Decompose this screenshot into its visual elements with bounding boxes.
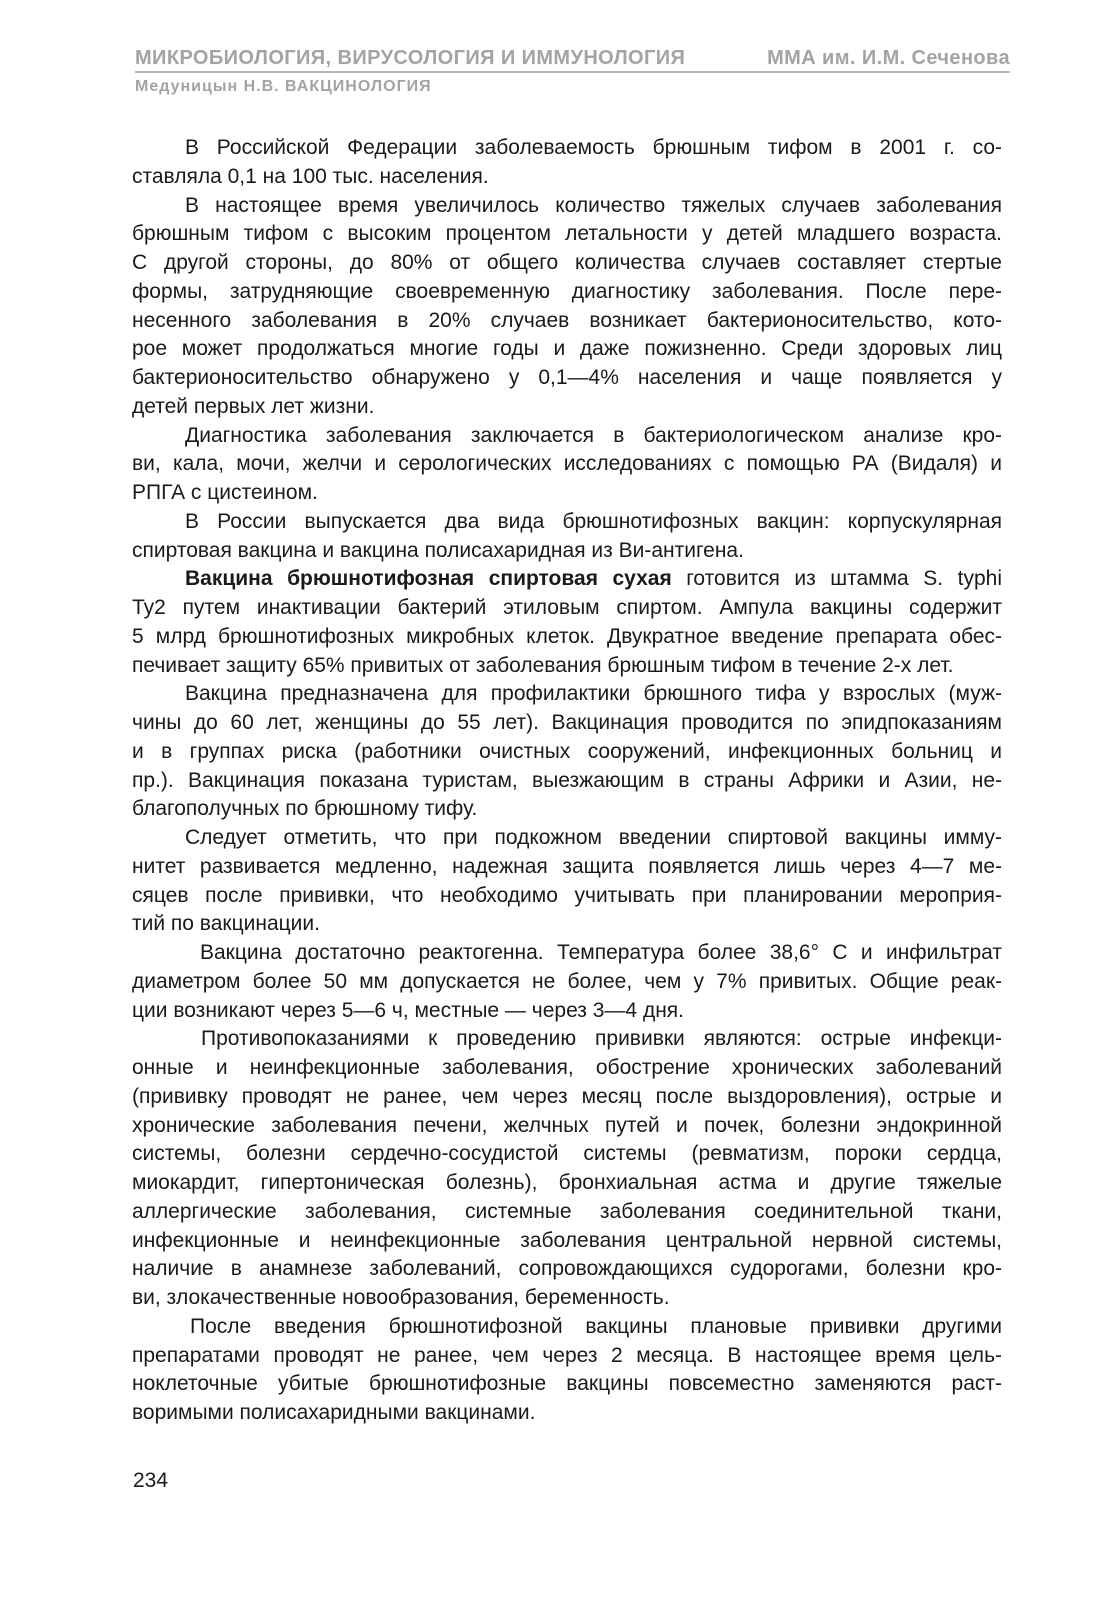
text-line: В Российской Федерации заболеваемость брюшным тифом в 2001 г. со-	[185, 136, 1002, 159]
text-line: благополучных по брюшному тифу.	[132, 797, 478, 821]
text-line: детей первых лет жизни.	[132, 394, 375, 418]
text-line: чины до 60 лет, женщины до 55 лет). Вакцинация проводится по эпидпоказаниям	[132, 711, 1002, 734]
text-line: ции возникают через 5—6 ч, местные — через 3—4 дня.	[132, 998, 684, 1022]
text-line: несенного заболевания в 20% случаев возникает бактерионосительство, кото-	[132, 308, 1002, 332]
text-line: аллергические заболевания, системные заболевания соединительной ткани,	[132, 1199, 1002, 1223]
text-line: Следует отметить, что при подкожном введении спиртовой вакцины имму-	[185, 826, 1002, 849]
text-line: препаратами проводят не ранее, чем через 2 месяца. В настоящее время цель-	[132, 1343, 1002, 1367]
page-number: 234	[133, 1469, 169, 1492]
text-line: ви, кала, мочи, желчи и серологических исследованиях с помощью РА (Видаля) и	[132, 452, 1002, 476]
text-line: тий по вакцинации.	[132, 912, 320, 936]
text-line: системы, болезни сердечно-сосудистой системы (ревматизм, пороки сердца,	[132, 1142, 1002, 1166]
text-line: Вакцина достаточно реактогенна. Температура более 38,6° С и инфильтрат	[200, 941, 1002, 964]
paragraph	[132, 939, 1002, 1025]
text-line: сяцев после прививки, что необходимо учитывать при планировании мероприя-	[132, 883, 1002, 907]
paragraph	[132, 680, 1002, 824]
text-line: 5 млрд брюшнотифозных микробных клеток. Двукратное введение препарата обес-	[132, 624, 1002, 648]
text-run: готовится из штамма S. typhi	[686, 567, 1002, 591]
paragraph	[132, 1313, 1002, 1428]
text-line: наличие в анамнезе заболеваний, сопровождающихся судорогами, болезни кро-	[132, 1257, 1002, 1281]
text-line: Ty2 путем инактивации бактерий этиловым спиртом. Ампула вакцины содержит	[132, 596, 1002, 619]
bold-lead-term: Вакцина брюшнотифозная спиртовая сухая	[185, 567, 672, 591]
text-line: После введения брюшнотифозной вакцины плановые прививки другими	[190, 1314, 1002, 1338]
paragraph	[132, 422, 1002, 508]
text-line: бактерионосительство обнаружено у 0,1—4% населения и чаще появляется у	[132, 366, 1002, 389]
course-title: МИКРОБИОЛОГИЯ, ВИРУСОЛОГИЯ И ИММУНОЛОГИЯ	[135, 47, 686, 69]
running-head	[135, 46, 1010, 96]
text-line: нитет развивается медленно, надежная защита появляется лишь через 4—7 ме-	[132, 854, 1002, 878]
paragraph	[132, 508, 1002, 566]
paragraph	[132, 134, 1002, 192]
text-line: рое может продолжаться многие годы и даже пожизненно. Среди здоровых лиц	[132, 337, 1002, 361]
text-line: В России выпускается два вида брюшнотифозных вакцин: корпускулярная	[185, 509, 1002, 533]
text-line: ноклеточные убитые брюшнотифозные вакцины повсеместно заменяются раст-	[132, 1372, 1002, 1396]
running-head-main	[135, 46, 1010, 73]
text-line: Вакцина предназначена для профилактики брюшного тифа у взрослых (муж-	[185, 682, 1002, 706]
paragraph	[132, 824, 1002, 939]
text-line: печивает защиту 65% привитых от заболевания брюшным тифом в течение 2-х лет.	[132, 653, 954, 677]
paragraph	[132, 565, 1002, 680]
paragraph	[132, 192, 1002, 422]
text-line: и в группах риска (работники очистных сооружений, инфекционных больниц и	[132, 739, 1002, 763]
body-text	[132, 134, 1002, 1428]
text-line: ви, злокачественные новообразования, беременность.	[132, 1286, 670, 1309]
text-line: диаметром более 50 мм допускается не более, чем у 7% привитых. Общие реак-	[132, 969, 1002, 993]
paragraph	[132, 1025, 1002, 1313]
text-line: миокардит, гипертоническая болезнь), бронхиальная астма и другие тяжелые	[132, 1171, 1002, 1194]
text-line: формы, затрудняющие своевременную диагностику заболевания. После пере-	[132, 279, 1002, 303]
text-line: ставляла 0,1 на 100 тыс. населения.	[132, 164, 489, 188]
institution-name: ММА им. И.М. Сеченова	[767, 47, 1010, 69]
text-line: (прививку проводят не ранее, чем через месяц после выздоровления), острые и	[132, 1084, 1002, 1108]
text-line: брюшным тифом с высоким процентом летальности у детей младшего возраста.	[132, 222, 1002, 246]
text-line: инфекционные и неинфекционные заболевания центральной нервной системы,	[132, 1228, 1002, 1252]
text-line: РПГА с цистеином.	[132, 481, 318, 504]
text-line: пр.). Вакцинация показана туристам, выезжающим в страны Африки и Азии, не-	[132, 768, 1002, 792]
text-line: В настоящее время увеличилось количество тяжелых случаев заболевания	[185, 193, 1002, 217]
text-line	[132, 565, 1002, 594]
text-line: онные и неинфекционные заболевания, обострение хронических заболеваний	[132, 1056, 1002, 1079]
text-line: спиртовая вакцина и вакцина полисахаридная из Ви-антигена.	[132, 538, 744, 562]
text-line: воримыми полисахаридными вакцинами.	[132, 1401, 536, 1424]
text-line: Противопоказаниями к проведению прививки являются: острые инфекци-	[201, 1027, 1002, 1051]
text-line: Диагностика заболевания заключается в бактериологическом анализе кро-	[185, 423, 1002, 447]
text-line: хронические заболевания печени, желчных путей и почек, болезни эндокринной	[132, 1113, 1002, 1137]
text-line: С другой стороны, до 80% от общего количества случаев составляет стертые	[132, 251, 1002, 274]
author-book-title: Медуницын Н.В. ВАКЦИНОЛОГИЯ	[135, 78, 432, 95]
